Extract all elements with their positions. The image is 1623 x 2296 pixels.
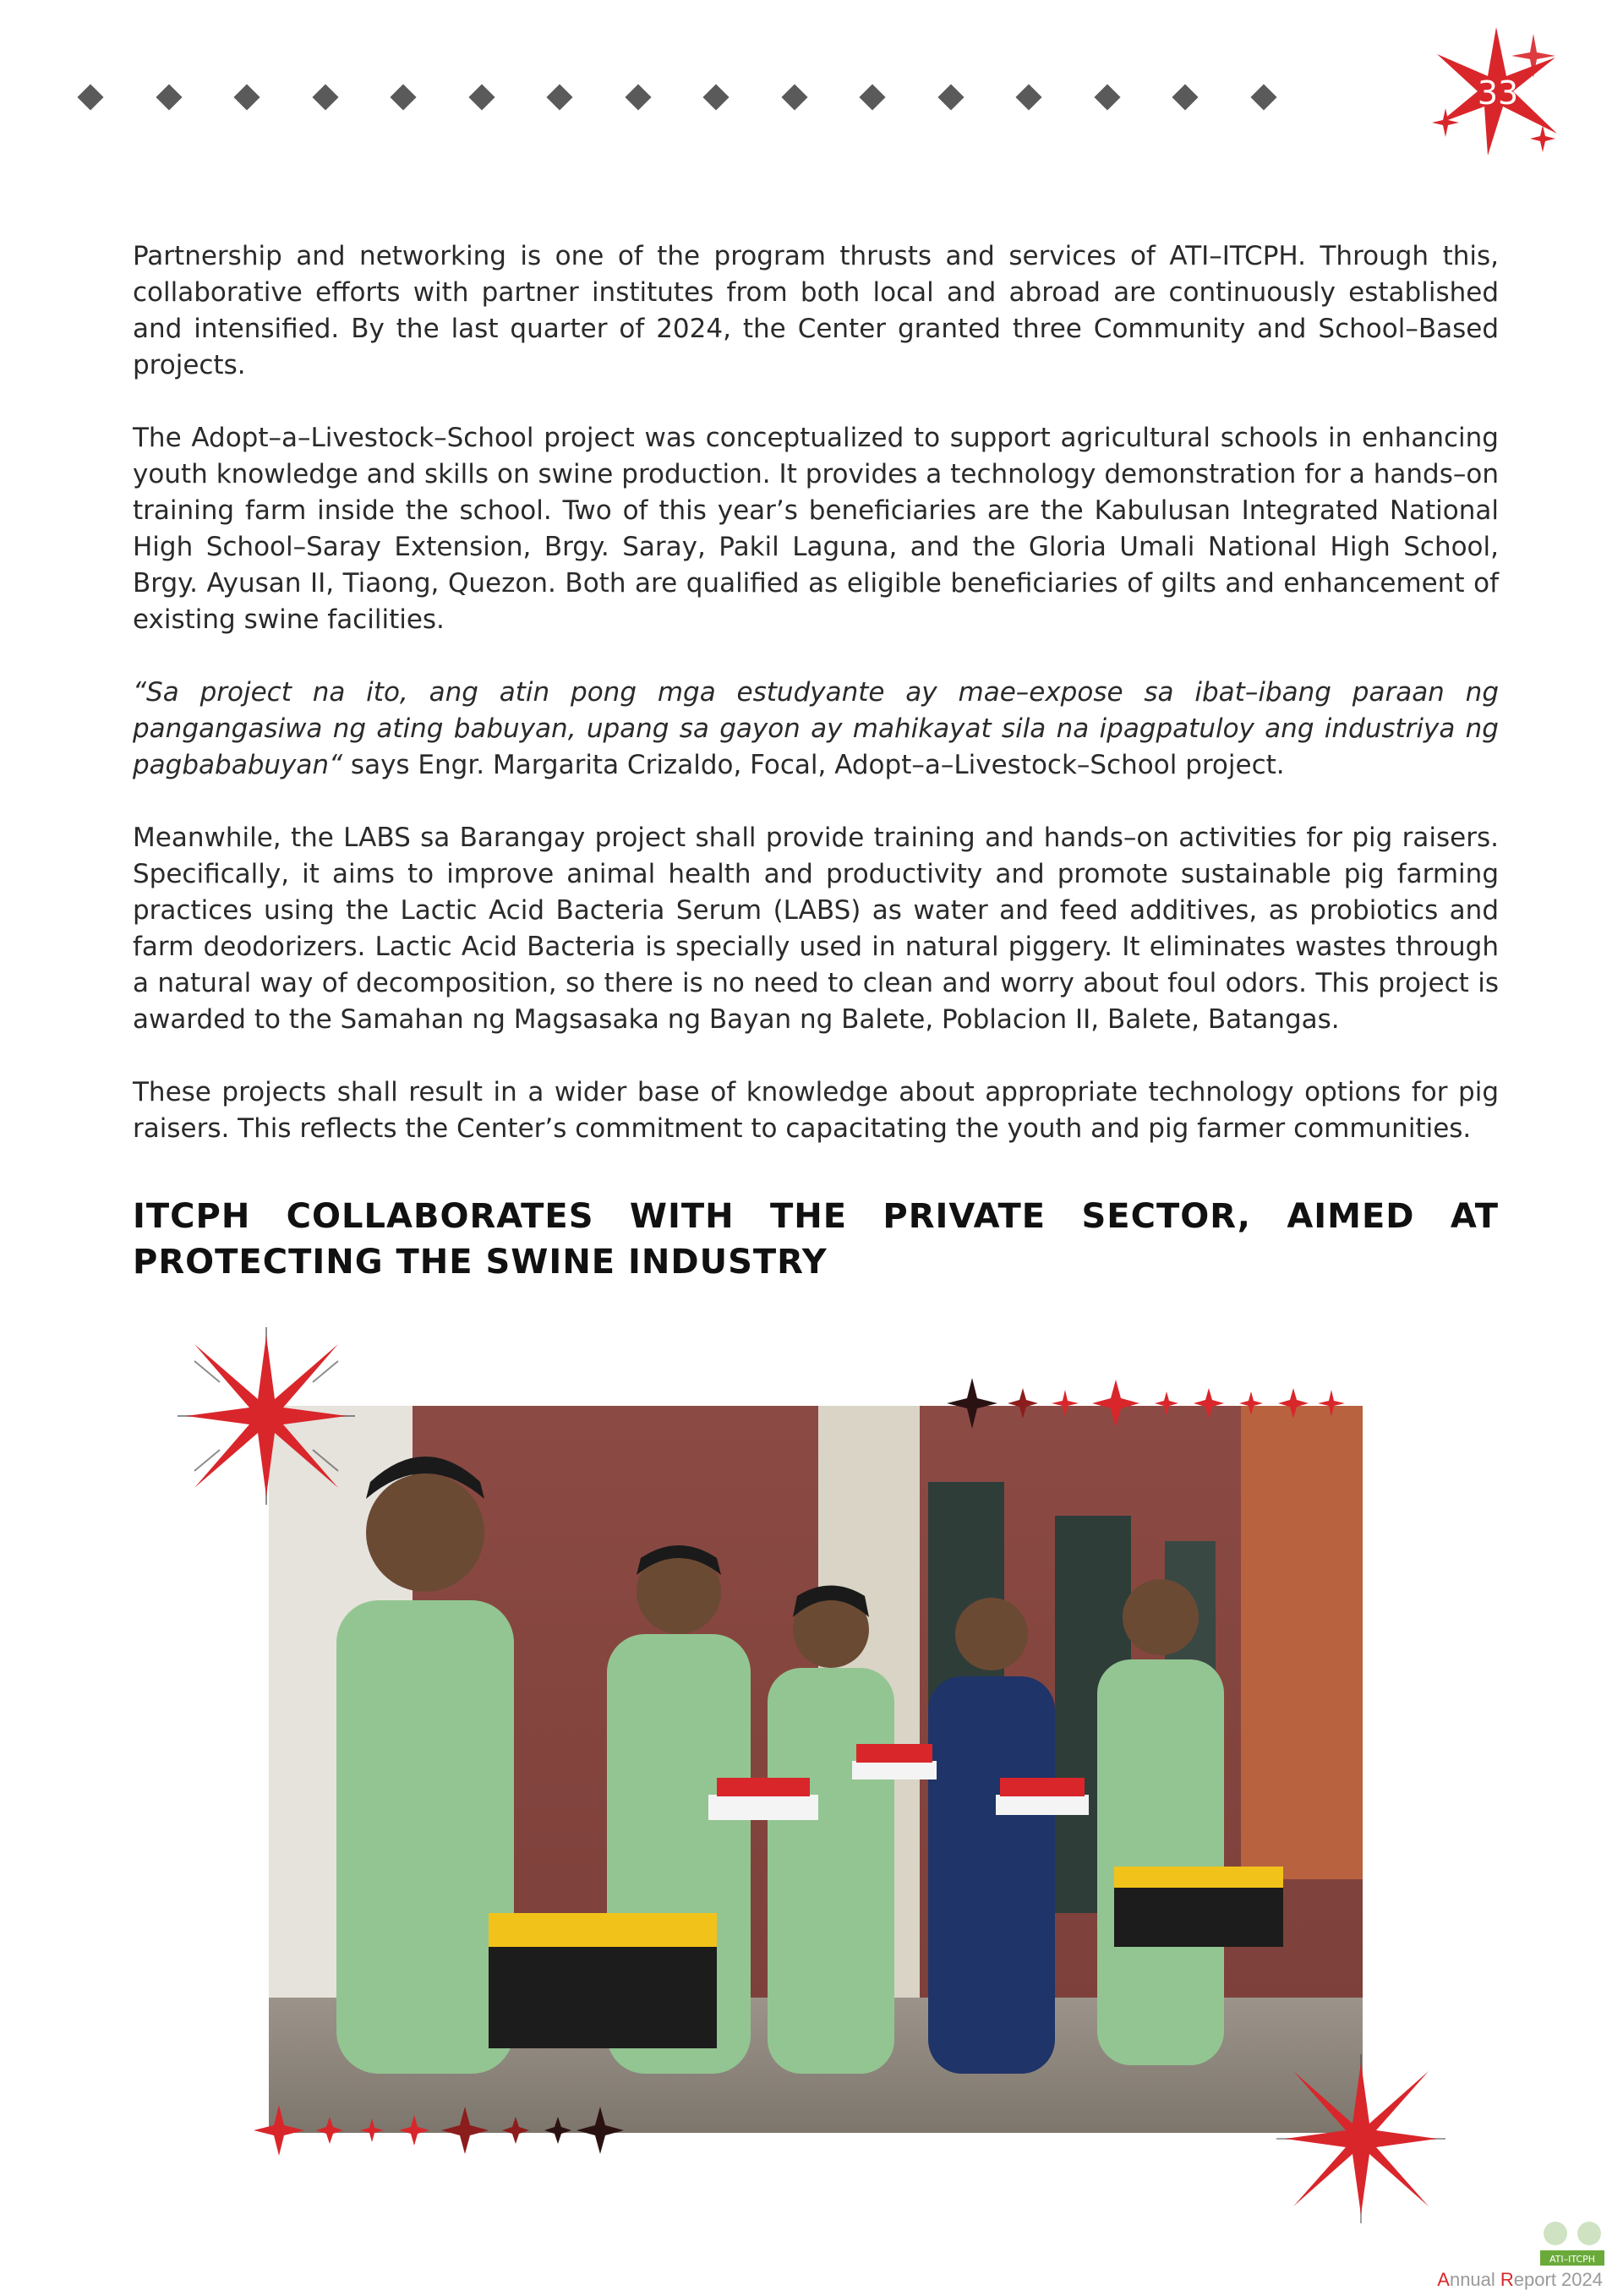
diamond-icon xyxy=(468,84,495,110)
diamond-icon xyxy=(781,84,807,110)
diamond-icon xyxy=(77,84,103,110)
diamond-icon xyxy=(156,84,182,110)
footer-annual-report xyxy=(1437,2269,1603,2291)
star-row-bottom-icon xyxy=(254,2105,651,2156)
footer-r: R xyxy=(1500,2269,1514,2290)
diamond-icon xyxy=(1015,84,1041,110)
header-diamond-row xyxy=(81,81,1307,115)
paragraph-conclusion: These projects shall result in a wider base of knowledge about appropriate technology options for pig raisers. This reflects the Center’s commitment to capacitating the youth and pig farmer communities. xyxy=(133,1077,1499,1144)
diamond-icon xyxy=(702,84,729,110)
footer-annual-rest: nnual xyxy=(1449,2269,1500,2290)
photo-illustration xyxy=(269,1406,1363,2133)
paragraph-adopt-a-livestock: The Adopt–a–Livestock–School project was conceptualized to support agricultural schools in enhancing youth knowledge and skills on swine production. It provides a technology demonstration for a hands–on training farm inside the school. Two of this year’s beneficiaries are the Kabulusan Integrated National High School–Saray Extension, Brgy. Saray, Pakil Laguna, and the Gloria Umali National High School, Brgy. Ayusan II, Tiaong, Quezon. Both are qualified as eligible beneficiaries of gilts and enhancement of existing swine facilities. xyxy=(133,423,1499,635)
diamond-icon xyxy=(625,84,651,110)
paragraph-quote xyxy=(133,675,1499,784)
diamond-icon xyxy=(390,84,416,110)
star-row-top-icon xyxy=(947,1378,1352,1429)
diamond-icon xyxy=(546,84,572,110)
diamond-icon xyxy=(1094,84,1120,110)
paragraph-intro: Partnership and networking is one of the program thrusts and services of ATI–ITCPH. Through this, collaborative efforts with partner institutes from both local and abroad are continuously established and intensified. By the last quarter of 2024, the Center granted three Community and School–Based projects. xyxy=(133,241,1499,380)
page-number: 33 xyxy=(1477,74,1519,112)
diamond-icon xyxy=(1172,84,1198,110)
paragraph-labs: Meanwhile, the LABS sa Barangay project shall provide training and hands–on activities for pig raisers. Specifically, it aims to improve animal health and productivity and promote sustainable pig farming practices using the Lactic Acid Bacteria Serum (LABS) as water and feed additives, as probiotics and farm deodorizers. Lactic Acid Bacteria is specially used in natural piggery. It eliminates wastes through a natural way of decomposition, so there is no need to clean and worry about foul odors. This project is awarded to the Samahan ng Magsasaka ng Bayan ng Balete, Poblacion II, Balete, Batangas. xyxy=(133,823,1499,1035)
page-number-badge xyxy=(1429,24,1564,159)
diamond-icon xyxy=(233,84,260,110)
starburst-icon xyxy=(178,1327,355,1505)
article-body xyxy=(133,238,1499,1184)
diamond-icon xyxy=(312,84,338,110)
group-photo xyxy=(269,1406,1363,2133)
starburst-bottom-icon xyxy=(1276,2054,1445,2223)
diamond-icon xyxy=(1250,84,1276,110)
footer-a: A xyxy=(1437,2269,1450,2290)
diamond-icon xyxy=(937,84,964,110)
diamond-icon xyxy=(859,84,885,110)
ati-itcph-logo xyxy=(1530,2215,1615,2270)
footer-report-rest: eport 2024 xyxy=(1513,2269,1603,2290)
section-heading: ITCPH COLLABORATES WITH THE PRIVATE SECTOR, AIMED AT PROTECTING THE SWINE INDUSTRY xyxy=(133,1197,1499,1282)
logo-text: ATI–ITCPH xyxy=(1549,2254,1596,2265)
quote-attribution: says Engr. Margarita Crizaldo, Focal, Adopt–a–Livestock–School project. xyxy=(342,750,1285,780)
quote-text: “Sa project na ito, ang atin pong mga estudyante ay mae–expose sa ibat–ibang paraan ng pangangasiwa ng ating babuyan, upang sa gayon ay mahikayat sila na ipagpatuloy ang industriya ng pagbababuyan“ xyxy=(133,677,1499,780)
